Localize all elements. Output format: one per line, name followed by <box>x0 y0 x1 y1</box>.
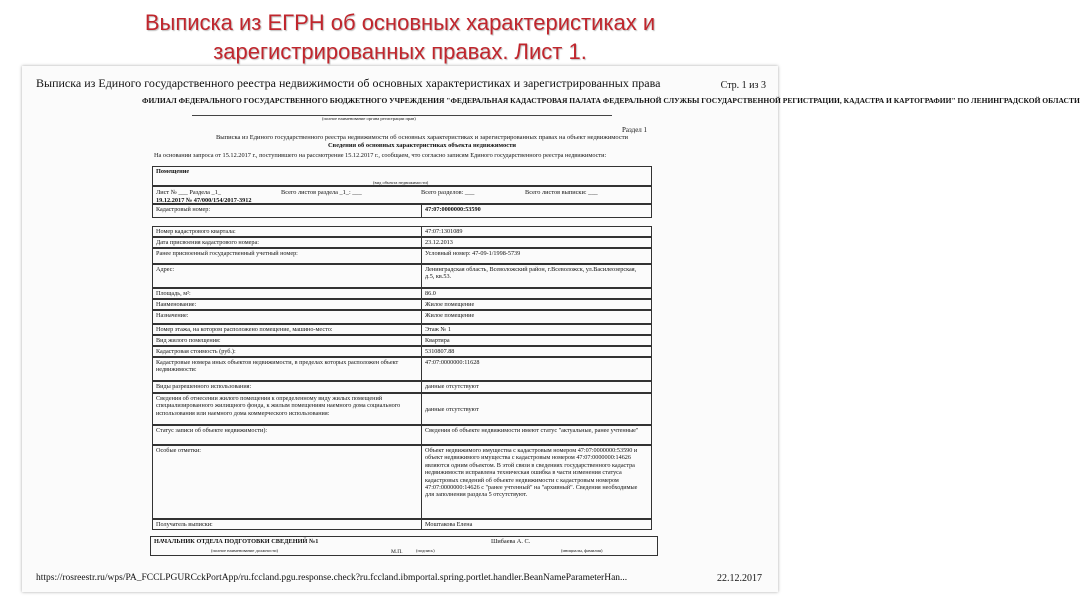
row-value: 23.12.2013 <box>425 239 453 246</box>
row-value: данные отсутствуют <box>425 406 479 413</box>
row-value: Жилое помещение <box>425 301 475 308</box>
row-value: Моштакова Елена <box>425 521 473 528</box>
table-row <box>152 248 652 264</box>
signer-name-caption: (инициалы, фамилия) <box>561 548 603 553</box>
row-label: Статус записи об объекте недвижимости): <box>156 427 268 434</box>
row-value: 47:07:0000000:11628 <box>425 359 480 366</box>
row-label: Получатель выписки: <box>156 521 213 528</box>
row-value: 5310807.88 <box>425 348 455 355</box>
table-row <box>152 445 652 519</box>
table-row <box>152 346 652 357</box>
signature-caption: (подпись) <box>416 548 435 553</box>
row-label: Дата присвоения кадастрового номера: <box>156 239 259 246</box>
row-label: Ранее присвоенный государственный учетный номер: <box>156 250 298 257</box>
signer-position: НАЧАЛЬНИК ОТДЕЛА ПОДГОТОВКИ СВЕДЕНИЙ №1 <box>154 538 319 545</box>
row-value: 86.0 <box>425 290 436 297</box>
row-label: Адрес: <box>156 266 175 273</box>
row-label: Кадастровая стоимость (руб.): <box>156 348 236 355</box>
table-row <box>152 226 652 237</box>
total-sections: Всего разделов: ___ <box>421 189 475 196</box>
total-sheets-extract: Всего листов выписки: ___ <box>525 189 598 196</box>
total-sheets-section: Всего листов раздела _1_: ___ <box>281 189 362 196</box>
section-label: Раздел 1 <box>622 126 648 134</box>
table-row <box>152 237 652 248</box>
table-row <box>152 381 652 393</box>
extract-date-number: 19.12.2017 № 47/000/154/2017-3912 <box>156 197 252 204</box>
slide-title-line-1: Выписка из ЕГРН об основных характеристиках и <box>144 10 656 35</box>
table-row <box>152 310 652 324</box>
table-row <box>152 393 652 425</box>
table-row <box>152 324 652 335</box>
object-type: Помещение <box>156 168 190 175</box>
extract-title: Выписка из Единого государственного реестра недвижимости об основных характеристиках и зарегистрированных правах на объект недвижимости <box>215 134 629 141</box>
row-label: Наименование: <box>156 301 197 308</box>
table-row <box>152 264 652 288</box>
table-row <box>152 357 652 381</box>
row-value: Этаж № 1 <box>425 326 451 333</box>
signer-name: Шибаева А. С. <box>491 538 531 545</box>
stamp-place: М.П. <box>391 549 403 555</box>
info-title: Сведения об основных характеристиках объекта недвижимости <box>327 142 517 149</box>
document-scan <box>22 66 1080 592</box>
basis-text: На основании запроса от 15.12.2017 г., поступившего на рассмотрение 15.12.2017 г., сообщаем, что согласно записям Единого государственного реестра недвижимости: <box>154 152 607 159</box>
cadastral-number-row <box>152 204 652 218</box>
row-value: 47:07:1301089 <box>425 228 463 235</box>
source-url: https://rosreestr.ru/wps/PA_FCCLPGURCckPortApp/ru.fccland.pgu.response.check?ru.fccland.ibmportal.spring.portlet.handler.BeanNameParameterHan... <box>36 573 628 583</box>
row-label: Номер этажа, на котором расположено помещение, машино-место: <box>156 326 333 333</box>
row-value: Жилое помещение <box>425 312 475 319</box>
signature-block <box>150 536 658 556</box>
object-type-box <box>152 166 652 186</box>
row-label: Кадастровые номера иных объектов недвижимости, в пределах которых расположен объект недвижимости: <box>156 359 399 374</box>
slide-title <box>0 8 800 66</box>
cadastral-label: Кадастровый номер: <box>156 206 211 213</box>
row-value: Объект недвижимого имущества с кадастровым номером 47:07:0000000:53590 и объект недвижимого имущества с кадастровым номером 47:07:0000000:14626 являются одним объектом. В этой связи в сведениях государственного кадастра недвижимости исправлена техническая ошибка в части изменения статуса кадастровых сведений об объекте недвижимости с кадастровым номером 47:07:0000000:14626 с "ранее учтенный" на "архивный". Сведения необходимые для заполнения раздела 5 отсутствуют. <box>425 447 638 499</box>
slide-title-line-2: зарегистрированных правах. Лист 1. <box>213 39 587 64</box>
row-label: Сведения об отнесении жилого помещения к определенному виду жилых помещений специализированного жилищного фонда, к жилым помещениям наемного дома социального использования или наемного дома коммерческого использования: <box>156 395 401 417</box>
organization-caption: (полное наименование органа регистрации прав) <box>322 116 416 121</box>
row-label: Площадь, м²: <box>156 290 191 297</box>
sheet-number: Лист № ___ Раздела _1_ <box>156 189 221 196</box>
row-label: Назначение: <box>156 312 189 319</box>
row-label: Номер кадастрового квартала: <box>156 228 236 235</box>
page-counter: Стр. 1 из 3 <box>720 80 766 91</box>
sheet-info-box <box>152 186 652 204</box>
row-value: Ленинградская область, Всеволожский район, г.Всеволожск, ул.Василеозерская, д.5, кв.53. <box>425 266 637 281</box>
print-date: 22.12.2017 <box>717 573 762 584</box>
document-header: Выписка из Единого государственного реестра недвижимости об основных характеристиках и зарегистрированных права <box>36 76 661 90</box>
row-value: Сведения об объекте недвижимости имеют статус "актуальные, ранее учтенные" <box>425 427 639 434</box>
cadastral-value: 47:07:0000000:53590 <box>425 206 481 213</box>
table-row <box>152 299 652 310</box>
row-label: Особые отметки: <box>156 447 202 454</box>
table-row <box>152 425 652 445</box>
row-label: Вид жилого помещения: <box>156 337 221 344</box>
table-row <box>152 335 652 346</box>
row-value: Условный номер: 47-09-1/1998-5739 <box>425 250 521 257</box>
signer-position-caption: (полное наименование должности) <box>211 548 278 553</box>
table-row <box>152 519 652 530</box>
object-type-caption: (вид объекта недвижимости) <box>373 180 429 185</box>
table-row <box>152 288 652 299</box>
organization-name: ФИЛИАЛ ФЕДЕРАЛЬНОГО ГОСУДАРСТВЕННОГО БЮДЖЕТНОГО УЧРЕЖДЕНИЯ "ФЕДЕРАЛЬНАЯ КАДАСТРОВАЯ ПАЛАТА ФЕДЕРАЛЬНОЙ СЛУЖБЫ ГОСУДАРСТВЕННОЙ РЕГИСТРАЦИИ, КАДАСТРА И КАРТОГРАФИИ" ПО ЛЕНИНГРАДСКОЙ ОБЛАСТИ <box>142 96 1080 105</box>
row-value: Квартира <box>425 337 450 344</box>
row-value: данные отсутствуют <box>425 383 479 390</box>
row-label: Виды разрешенного использования: <box>156 383 252 390</box>
